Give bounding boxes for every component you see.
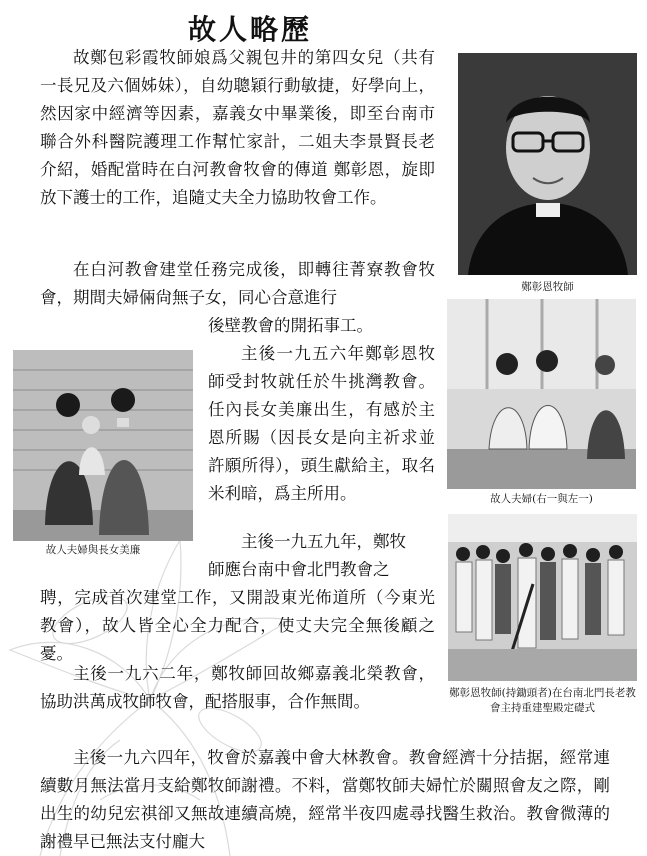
family-photo <box>13 350 193 541</box>
portrait-image <box>458 53 637 275</box>
ceremony-image <box>448 514 637 681</box>
couple-photo <box>447 299 636 489</box>
portrait-photo <box>458 53 637 275</box>
paragraph-2: 在白河教會建堂任務完成後，即轉往菁寮教會牧會，期間夫婦倆尙無子女，同心合意進行 <box>40 260 435 307</box>
ceremony-caption: 鄭彰恩牧師(持鋤頭者)在台南北門長老教會主持重建聖殿定礎式 <box>449 687 636 714</box>
portrait-caption: 鄭彰恩牧師 <box>521 281 574 293</box>
paragraph-2-continued: 後壁教會的開拓事工。 <box>208 316 373 335</box>
paragraph-5: 主後一九六二年，鄭牧師回故鄉嘉義北榮教會，協助洪萬成牧師牧會，配搭服事，合作無間。 <box>40 664 435 711</box>
paragraph-3: 主後一九五六年鄭彰恩牧師受封牧就任於牛挑灣教會。任內長女美廉出生，有感於主恩所賜（因長女是向主祈求並許願所得），頭生獻給主，取名米利暗，爲主所用。 <box>208 344 435 503</box>
family-image <box>13 350 193 541</box>
paragraph-4-line-1: 主後一九五九年，鄭牧 <box>241 532 406 551</box>
ceremony-photo <box>448 514 637 681</box>
couple-image <box>447 299 636 489</box>
paragraph-4-line-2: 師應台南中會北門教會之 <box>208 560 390 579</box>
family-caption: 故人夫婦與長女美廉 <box>45 544 141 556</box>
page-title: 故人略歷 <box>187 13 312 46</box>
paragraph-6: 主後一九六四年，牧會於嘉義中會大林教會。教會經濟十分拮据，經常連續數月無法當月支給鄭牧師謝禮。不料，當鄭牧師夫婦忙於關照會友之際，剛出生的幼兒宏祺卻又無故連續高燒，經常半夜四處尋找醫生救治。教會微薄的謝禮早已無法支付龐大 <box>40 748 610 851</box>
paragraph-4-rest: 聘，完成首次建堂工作，又開設東光佈道所（今東光教會），故人皆全心全力配合，使丈夫完全無後顧之憂。 <box>40 588 435 663</box>
couple-caption: 故人夫婦(右一與左一) <box>490 493 593 505</box>
paragraph-1: 故鄭包彩霞牧師娘爲父親包井的第四女兒（共有一長兄及六個姊妹），自幼聰穎行動敏捷，好學向上，然因家中經濟等因素，嘉義女中畢業後，即至台南市聯合外科醫院護理工作幫忙家計，二姐夫李景賢長老介紹，婚配當時在白河教會牧會的傳道 鄭彰恩，旋即放下護士的工作，追隨丈夫全力協助牧會工作。 <box>40 48 435 207</box>
